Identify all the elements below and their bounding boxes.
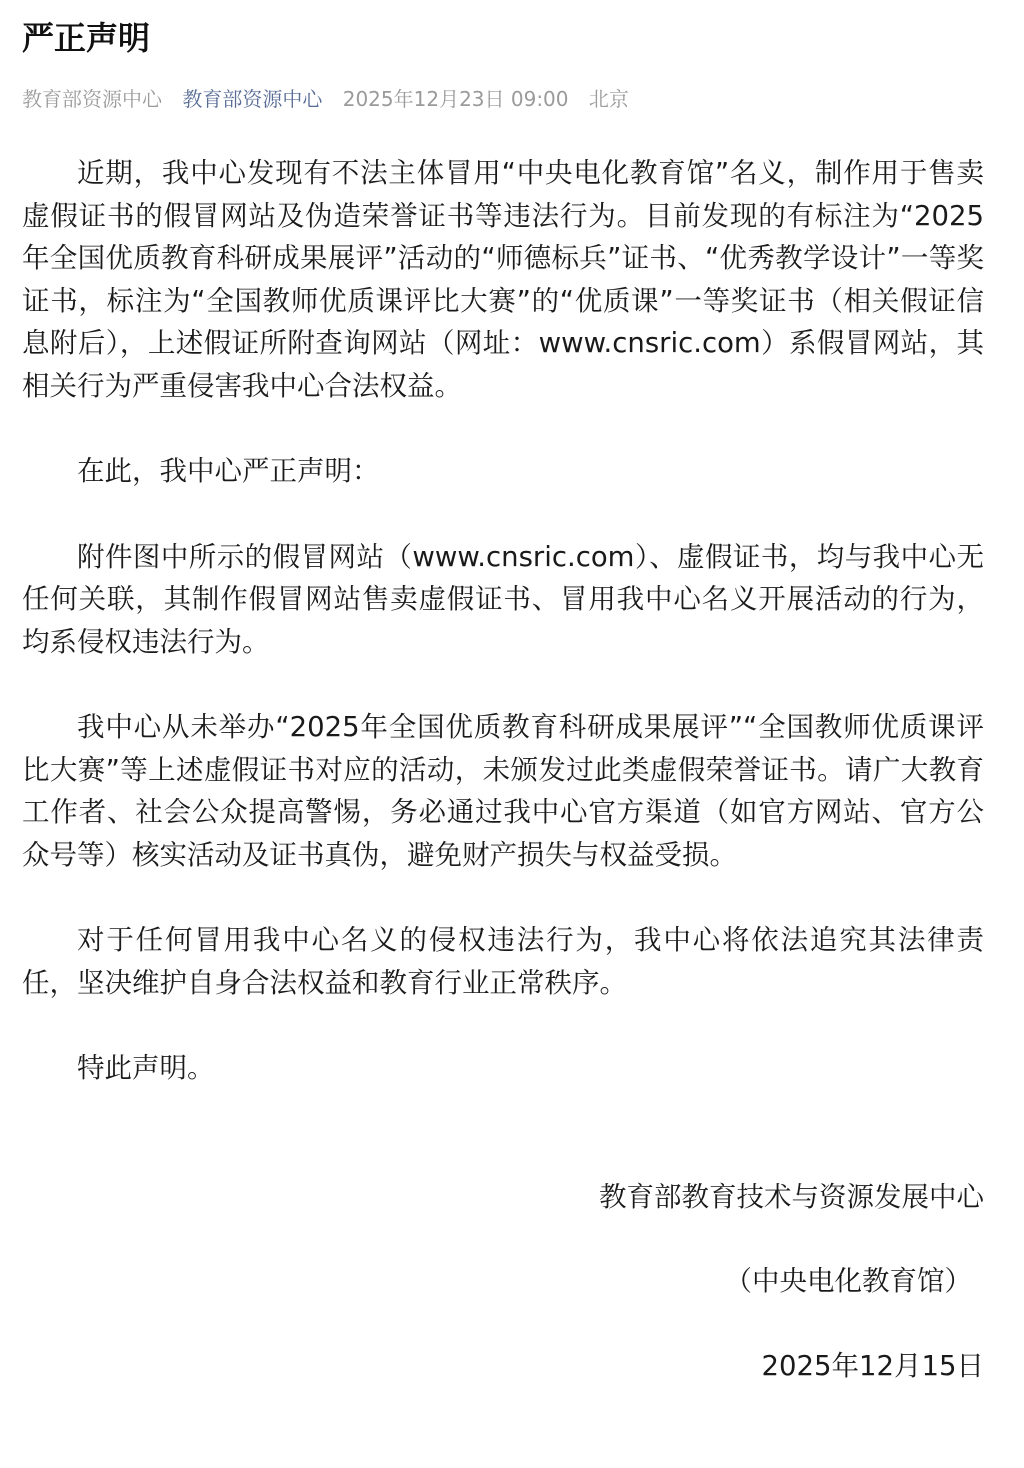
publish-location: 北京: [588, 87, 629, 111]
paragraph-no-activity: 我中心从未举办“2025年全国优质教育科研成果展评”“全国教师优质课评比大赛”等上述虚假证书对应的活动，未颁发过此类虚假荣誉证书。请广大教育工作者、社会公众提高警惕，务必通过我中心官方渠道（如官方网站、官方公众号等）核实活动及证书真伪，避免财产损失与权益受损。: [22, 711, 984, 871]
article: [22, 0, 984, 1429]
paragraph-legal-action: 对于任何冒用我中心名义的侵权违法行为，我中心将依法追究其法律责任，坚决维护自身合法权益和教育行业正常秩序。: [22, 924, 984, 999]
article-body: [22, 152, 984, 1090]
page-title: 严正声明: [22, 19, 151, 57]
paragraph-intro: 近期，我中心发现有不法主体冒用“中央电化教育馆”名义，制作用于售卖虚假证书的假冒网站及伪造荣誉证书等违法行为。目前发现的有标注为“2025年全国优质教育科研成果展评”活动的“师德标兵”证书、“优秀教学设计”一等奖证书，标注为“全国教师优质课评比大赛”的“优质课”一等奖证书（相关假证信息附后），上述假证所附查询网站（网址：www.cnsric.com）系假冒网站，其相关行为严重侵害我中心合法权益。: [22, 157, 984, 402]
account-name-link[interactable]: 教育部资源中心: [182, 87, 323, 111]
paragraph-fake-website: 附件图中所示的假冒网站（www.cnsric.com）、虚假证书，均与我中心无任何关联，其制作假冒网站售卖虚假证书、冒用我中心名义开展活动的行为，均系侵权违法行为。: [22, 540, 984, 658]
paragraph-closing: 特此声明。: [77, 1052, 215, 1084]
signature-organization: 教育部教育技术与资源发展中心: [599, 1180, 984, 1213]
publish-datetime: 2025年12月23日 09:00: [342, 87, 569, 111]
paragraph-declaration: 在此，我中心严正声明：: [77, 455, 380, 487]
signature-block: [22, 1176, 984, 1388]
source-label: 教育部资源中心: [22, 87, 162, 111]
signature-alias: （中央电化教育馆）: [724, 1265, 972, 1297]
article-meta: [22, 86, 984, 112]
signature-date: 2025年12月15日: [761, 1349, 984, 1382]
